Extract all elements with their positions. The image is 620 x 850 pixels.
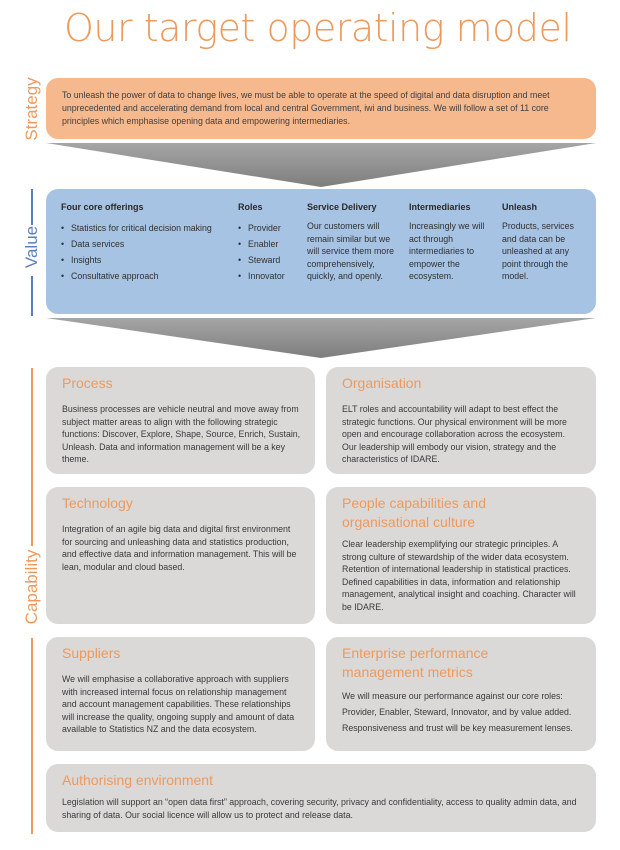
list-item: • Consultative approach bbox=[61, 268, 212, 284]
chevron-arrow-2 bbox=[46, 318, 596, 358]
people-card bbox=[326, 487, 596, 624]
organisation-title: Organisation bbox=[342, 375, 422, 391]
roles-heading: Roles bbox=[238, 202, 263, 212]
capability-section-line-top bbox=[31, 368, 33, 546]
list-item: • Data services bbox=[61, 236, 212, 252]
list-item: • Insights bbox=[61, 252, 212, 268]
value-section-line-bottom bbox=[31, 276, 33, 316]
process-text: Business processes are vehicle neutral and move away from subject matter areas to align with the following strategic functions: Discover, Explore, Shape, Source, Enrich, Sustain, Unleash. Data and information management will be a key theme. bbox=[62, 404, 301, 464]
value-box bbox=[46, 189, 596, 314]
chevron-arrow-1 bbox=[46, 143, 596, 187]
authorising-title: Authorising environment bbox=[62, 772, 213, 788]
strategy-box bbox=[46, 78, 596, 139]
people-title: People capabilities and organisational culture bbox=[342, 495, 486, 530]
list-item: • Innovator bbox=[238, 268, 285, 284]
unleash-column bbox=[502, 202, 586, 283]
intermediaries-heading: Intermediaries bbox=[409, 202, 471, 212]
intermediaries-text: Increasingly we will act through intermediaries to empower the ecosystem. bbox=[409, 221, 485, 281]
offerings-heading: Four core offerings bbox=[61, 202, 144, 212]
list-item: • Steward bbox=[238, 252, 285, 268]
capability-section-line-bottom bbox=[31, 638, 33, 834]
performance-text: We will measure our performance against our core roles: Provider, Enabler, Steward, Innovator, and by value added. Responsiveness and trust will be key measurement lenses. bbox=[342, 691, 573, 733]
suppliers-text: We will emphasise a collaborative approach with suppliers with increased internal focus on relationship management and account management capabilities. These relationships will increase the quality, ongoing supply and amount of data available to Statistics NZ and the data ecosystem. bbox=[62, 674, 295, 734]
suppliers-card bbox=[46, 637, 315, 751]
intermediaries-column bbox=[409, 202, 487, 283]
technology-title: Technology bbox=[62, 495, 133, 511]
list-item: • Enabler bbox=[238, 236, 285, 252]
authorising-card bbox=[46, 764, 596, 832]
value-section-line-top bbox=[31, 189, 33, 225]
roles-column bbox=[238, 202, 285, 284]
capability-section-label: Capability bbox=[22, 549, 41, 625]
unleash-heading: Unleash bbox=[502, 202, 538, 212]
suppliers-title: Suppliers bbox=[62, 645, 121, 661]
list-item: • Provider bbox=[238, 220, 285, 236]
service-delivery-text: Our customers will remain similar but we will service them more comprehensively, quickly, and openly. bbox=[307, 221, 395, 281]
service-delivery-heading: Service Delivery bbox=[307, 202, 377, 212]
technology-card bbox=[46, 487, 315, 624]
process-card bbox=[46, 367, 315, 474]
value-section-label: Value bbox=[22, 225, 41, 269]
offerings-column bbox=[61, 202, 212, 284]
service-delivery-column bbox=[307, 202, 399, 283]
technology-text: Integration of an agile big data and digital first environment for sourcing and unleashing data and statistics production, and effective data and information management. This will be lean, modular and cloud based. bbox=[62, 524, 297, 572]
list-item: • Statistics for critical decision making bbox=[61, 220, 212, 236]
strategy-section-label: Strategy bbox=[22, 77, 41, 141]
process-title: Process bbox=[62, 375, 113, 391]
offerings-list bbox=[61, 220, 212, 284]
unleash-text: Products, services and data can be unleashed at any point through the model. bbox=[502, 221, 574, 281]
organisation-text: ELT roles and accountability will adapt to best effect the strategic functions. Our physical environment will be more open and encourage collaboration across the ecosystem. Our leadership will embody our vision, strategy and the characteristics of IDARE. bbox=[342, 404, 567, 464]
strategy-text: To unleash the power of data to change lives, we must be able to operate at the speed of digital and data disruption and meet unprecedented and accelerating demand from local and central Government, iwi and business. We will follow a set of 11 core principles which emphasise opening data and empowering intermediaries. bbox=[62, 90, 550, 126]
performance-title: Enterprise performance management metrics bbox=[342, 645, 489, 680]
authorising-text: Legislation will support an “open data first” approach, covering security, privacy and confidentiality, access to quality admin data, and sharing of data. Our social licence will allow us to protect and release data. bbox=[62, 797, 577, 820]
performance-card bbox=[326, 637, 596, 751]
people-text: Clear leadership exemplifying our strategic principles. A strong culture of stewardship of the wider data ecosystem. Retention of international leadership in statistical practices. Defined capabilities in data, information and relationship management, analytical insight and coaching. Character will be IDARE. bbox=[342, 539, 576, 612]
page-title: Our target operating model bbox=[64, 6, 572, 50]
organisation-card bbox=[326, 367, 596, 474]
roles-list bbox=[238, 220, 285, 284]
